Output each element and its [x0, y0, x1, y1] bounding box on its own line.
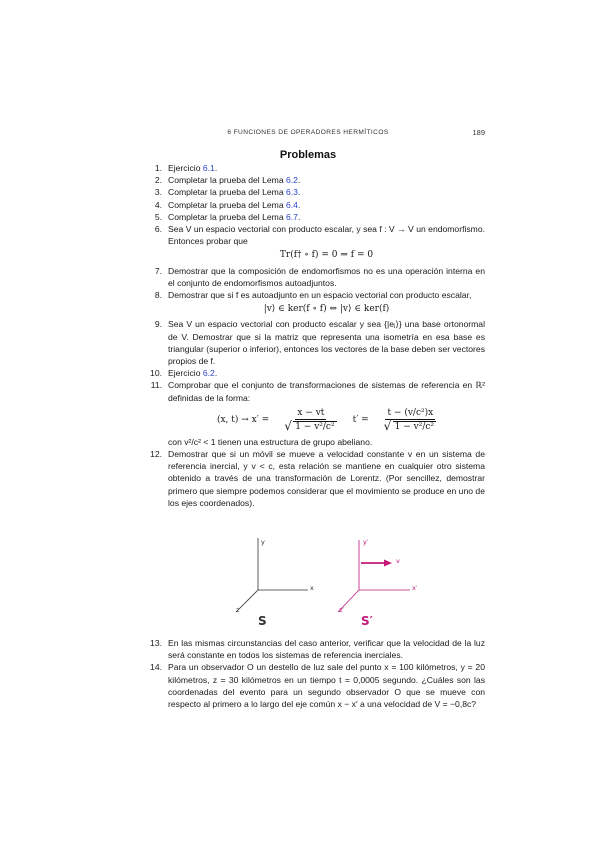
problem-number: 13. — [150, 638, 162, 648]
velocity-arrow-head — [384, 560, 392, 567]
problem-item — [140, 379, 485, 448]
problem-text: En las mismas circunstancias del caso anterior, verificar que la velocidad de la luz será constante en todos los sistemas de referencia inerciales. — [168, 638, 485, 661]
problem-punct: . — [297, 199, 301, 210]
problem-text: Demostrar que la composición de endomorfismos no es una operación interna en el conjunto de endomorfismos autoadjuntos. — [168, 265, 485, 288]
problem-text: Completar la prueba del Lema — [168, 187, 286, 198]
frame-s-prime-axes — [338, 540, 410, 612]
running-title: 6 FUNCIONES DE OPERADORES HERMÍTICOS — [227, 129, 389, 136]
problem-number: 7. — [154, 265, 162, 276]
problem-punct: . — [297, 187, 301, 198]
lemma-link[interactable]: 6.2 — [286, 175, 298, 186]
problem-punct: . — [214, 163, 218, 173]
problem-punct: . — [297, 211, 301, 222]
problem-number: 9. — [154, 319, 162, 330]
problem-item — [140, 637, 485, 661]
problem-item — [140, 211, 485, 223]
problem-punct: . — [297, 175, 301, 186]
section-title: Problemas — [279, 149, 337, 161]
y-axis-label: y — [261, 538, 265, 546]
running-head — [0, 128, 616, 140]
problem-number: 12. — [150, 449, 162, 460]
problem-text: Sea V un espacio vectorial con producto escalar, y sea f : V → V un endomorfismo. Entonces probar que — [168, 224, 485, 247]
problem-list — [140, 162, 485, 509]
problem-item — [140, 174, 485, 186]
fraction-denominator: √ 1 − v²/c² — [293, 421, 336, 432]
frame-s-label: S — [258, 614, 267, 628]
lemma-link[interactable]: 6.3 — [286, 187, 298, 198]
problem-text: Ejercicio — [168, 163, 203, 173]
problem-item — [140, 186, 485, 198]
velocity-label: v — [396, 557, 400, 565]
problem-number: 10. — [150, 368, 162, 379]
problem-number: 2. — [154, 175, 162, 186]
lemma-link[interactable]: 6.4 — [286, 199, 298, 210]
problem-number: 11. — [150, 380, 162, 391]
problem-item — [140, 199, 485, 211]
problem-text: Demostrar que si f es autoadjunto en un espacio vectorial con producto escalar, — [168, 290, 472, 301]
formula-lhs-t: t′ = — [352, 415, 369, 426]
z-axis-label: z — [236, 606, 240, 614]
axes-diagram — [0, 530, 616, 640]
problem-number: 14. — [150, 662, 162, 673]
x-axis-label: x — [310, 584, 314, 592]
display-formula: |v⟩ ∈ ker(f ∘ f) ⇔ |v⟩ ∈ ker(f) — [263, 304, 390, 315]
problem-item — [140, 661, 485, 710]
problem-punct: . — [214, 368, 218, 379]
problem-item — [140, 223, 485, 262]
problem-text: Completar la prueba del Lema — [168, 211, 286, 222]
problem-text: Sea V un espacio vectorial con producto escalar y sea {|eⱼ⟩} una base ortonormal de V. Demostrar que si la matriz que representa una isometría en esa base es triangular (superior o inferior), entonces los vectores de la base deben ser vectores propios de f. — [168, 319, 485, 367]
problem-text: Completar la prueba del Lema — [168, 175, 286, 186]
problem-item — [140, 289, 485, 315]
problem-item — [140, 318, 485, 367]
page-number: 189 — [472, 128, 485, 137]
frame-s-axes — [236, 538, 308, 612]
display-formula: Tr(f† ∘ f) = 0 ⇒ f = 0 — [279, 250, 374, 261]
fraction-x — [285, 407, 336, 434]
problem-number: 3. — [154, 187, 162, 198]
y-prime-axis-label: y′ — [363, 538, 369, 546]
exercise-link[interactable]: 6.1 — [202, 163, 215, 173]
problem-text: Completar la prueba del Lema — [168, 199, 286, 210]
problem-text: Ejercicio — [168, 368, 203, 379]
problem-text: Para un observador O un destello de luz sale del punto x = 100 kilómetros, y = 20 kilómetros, z = 30 kilómetros en un tiempo t = 0,0005 segundo. ¿Cuáles son las coordenadas del evento para un segundo observador O que se mueve con respecto al primero a lo largo del eje común x − x′ a una velocidad de V = −0,8c? — [168, 662, 485, 710]
problem-item — [140, 265, 485, 289]
reference-frames-figure — [0, 530, 616, 640]
problem-item — [140, 448, 485, 509]
fraction-numerator: x − vt — [297, 407, 325, 418]
problem-number: 5. — [154, 211, 162, 222]
formula-lhs: (x, t) → x′ = — [216, 415, 270, 426]
problem-text: Comprobar que el conjunto de transformaciones de sistemas de referencia en ℝ² definidas de la forma: — [168, 380, 485, 403]
lorentz-transformation-formula — [168, 407, 485, 434]
problem-number: 8. — [154, 290, 162, 301]
exercise-link[interactable]: 6.2 — [202, 368, 215, 379]
z-prime-axis-label: z′ — [339, 606, 344, 614]
problem-number: 4. — [154, 199, 162, 210]
lemma-link[interactable]: 6.7 — [286, 211, 298, 222]
problem-text: Demostrar que si un móvil se mueve a velocidad constante v en un sistema de referencia inercial, y v < c, esta relación se mantiene en cualquier otro sistema obtenido a través de una transformación de Lorentz. (Por sencillez, demostrar primero que siempre podemos considerar que el movimiento se produce en uno de los ejes coordenados). — [168, 449, 485, 508]
problem-item — [140, 367, 485, 379]
problem-text-continued: con v²/c² < 1 tienen una estructura de grupo abeliano. — [168, 436, 373, 447]
fraction-t — [385, 407, 436, 434]
problem-list-continued — [140, 637, 485, 710]
problem-number: 1. — [154, 163, 162, 173]
frame-s-prime-label: S′ — [361, 614, 373, 628]
x-prime-axis-label: x′ — [412, 584, 418, 592]
fraction-denominator: √ 1 − v²/c² — [393, 421, 436, 432]
fraction-numerator: t − (v/c²)x — [387, 407, 434, 418]
problem-item — [140, 162, 485, 174]
problem-number: 6. — [154, 224, 162, 235]
